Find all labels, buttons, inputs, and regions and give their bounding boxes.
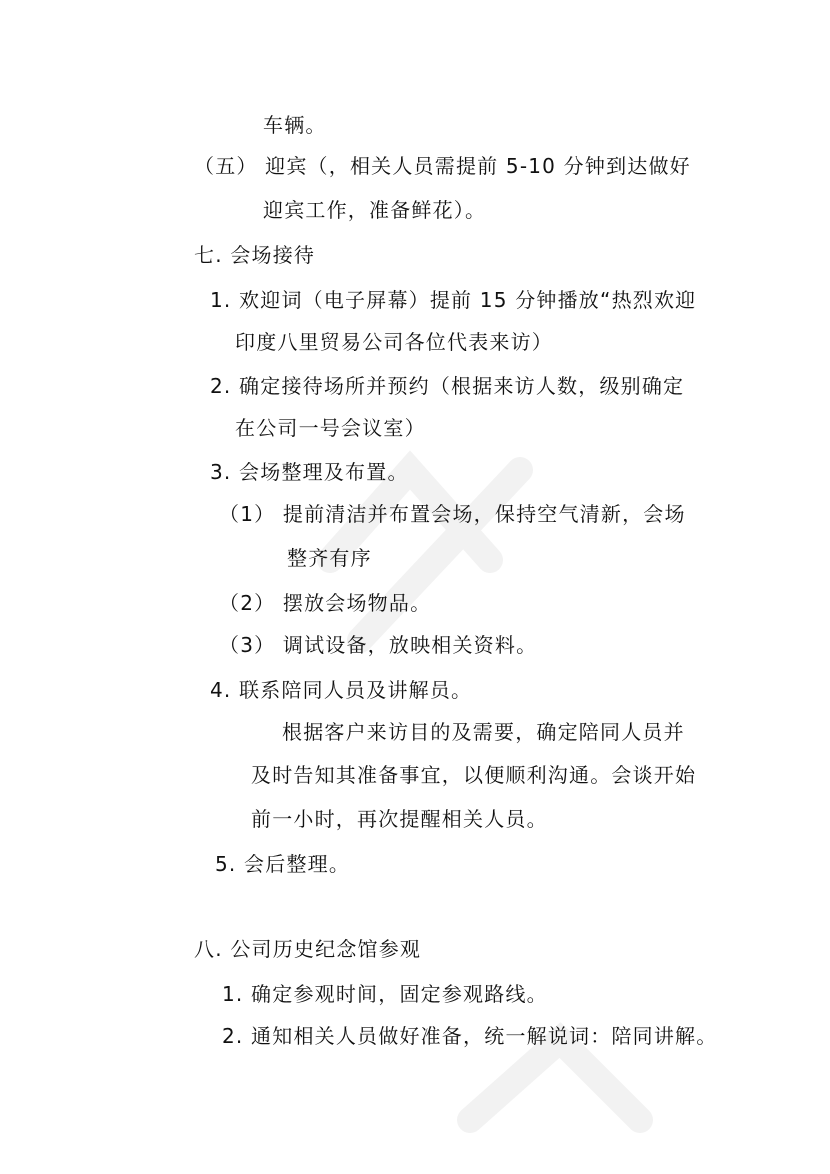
list-item-8-2: 2. 通知相关人员做好准备，统一解说词：陪同讲解。 bbox=[222, 1024, 718, 1048]
list-item-7-1-cont: 印度八里贸易公司各位代表来访） bbox=[235, 330, 553, 354]
paragraph-line-1: 根据客户来访目的及需要，确定陪同人员并 bbox=[282, 720, 685, 744]
sub-item-1: （1） 提前清洁并布置会场，保持空气清新，会场 bbox=[219, 502, 686, 526]
section-heading-7: 七. 会场接待 bbox=[194, 243, 316, 267]
text-line-welcome-guests: （五） 迎宾（，相关人员需提前 5-10 分钟到达做好 bbox=[194, 154, 691, 178]
text-line-welcome-work: 迎宾工作，准备鲜花）。 bbox=[263, 198, 487, 222]
list-item-7-3: 3. 会场整理及布置。 bbox=[210, 460, 409, 484]
list-item-7-2-cont: 在公司一号会议室） bbox=[235, 416, 426, 440]
paragraph-line-3: 前一小时，再次提醒相关人员。 bbox=[251, 807, 548, 831]
sub-item-3: （3） 调试设备，放映相关资料。 bbox=[219, 633, 538, 657]
list-item-7-1: 1. 欢迎词（电子屏幕）提前 15 分钟播放“热烈欢迎 bbox=[210, 288, 697, 312]
list-item-7-5: 5. 会后整理。 bbox=[215, 852, 351, 876]
section-heading-8: 八. 公司历史纪念馆参观 bbox=[194, 937, 422, 961]
list-item-7-2: 2. 确定接待场所并预约（根据来访人数，级别确定 bbox=[210, 374, 685, 398]
paragraph-line-2: 及时告知其准备事宜，以便顺利沟通。会谈开始 bbox=[251, 763, 697, 787]
list-item-8-1: 1. 确定参观时间，固定参观路线。 bbox=[222, 982, 548, 1006]
sub-item-2: （2） 摆放会场物品。 bbox=[219, 591, 432, 615]
list-item-7-4: 4. 联系陪同人员及讲解员。 bbox=[210, 678, 473, 702]
sub-item-1-cont: 整齐有序 bbox=[287, 546, 372, 570]
text-line-vehicle: 车辆。 bbox=[263, 113, 327, 137]
